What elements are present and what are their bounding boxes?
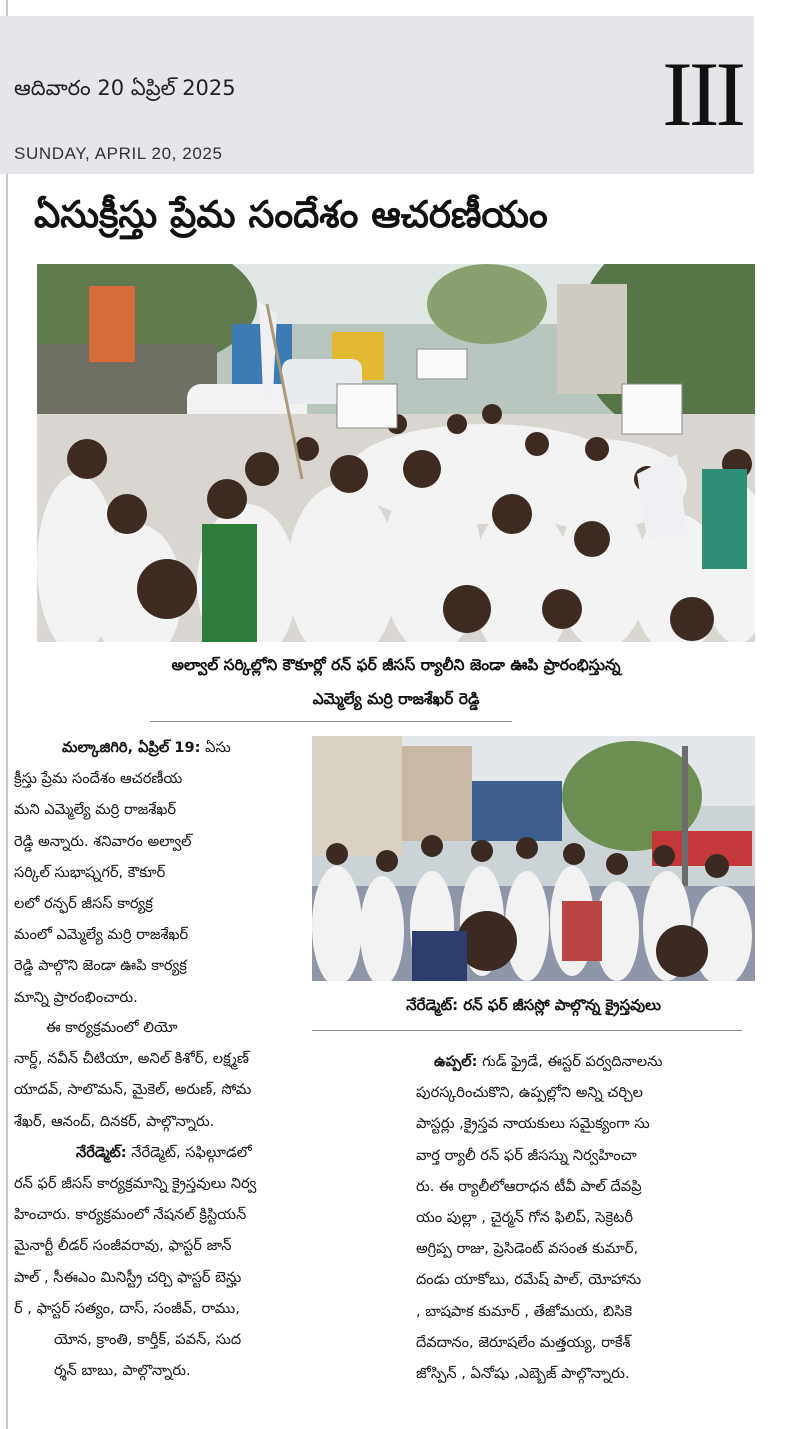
article-line: మాన్ని ప్రారంభించారు. [14,988,138,1006]
article-line: సర్కిల్ సుభాష్నగర్, కౌకూర్ [14,863,166,881]
article-column-right [416,1046,756,1389]
article-line: పాస్టర్లు ,క్రైస్తవ నాయకులు సమైక్యంగా సు [416,1115,650,1133]
article-column-left-top [14,732,308,1013]
article-line: మైనార్టీ లీడర్ సంజీవరావు, ఫాస్టర్ జాన్ [14,1237,232,1255]
article-line: రన్ ఫర్ జీసస్ కార్యక్రమాన్ని క్రైస్తవులు నిర్వ [14,1175,257,1193]
article-line: దండు యాకోబు, రమేష్ పాల్, యోహాను [416,1271,642,1289]
article-line: పాల్ , సీఈఎం మినిస్ట్రీ చర్చి ఫాస్టర్ బెన్హు [14,1268,242,1286]
article-line: దేవదానం, జెరూషలేం మత్తయ్య, రాకేశ్ [416,1333,631,1351]
article-line: శేఖర్, ఆనంద్, దినకర్, పాల్గొన్నారు. [14,1112,215,1130]
article-line: జోస్పిన్ , ఏనోషు ,ఎబ్బెజ్ పాల్గొన్నారు. [416,1365,630,1383]
article-line: నేరేడ్మెట్: నేరేడ్మెట్, సఫిల్గూడలో [76,1143,252,1161]
article-line: యాదవ్, సాలొమన్, మైకెల్, అరుణ్, సోమ [14,1081,252,1099]
page-header [0,16,754,174]
article-line: యోన, క్రాంతి, కార్తీక్, పవన్, సుద [54,1331,242,1349]
page-margin-rule [6,0,8,1429]
article-line: ర్ , ఫాస్టర్ సత్యం, దాస్, సంజీవ్, రాము, [14,1299,240,1317]
neredmet-photo-caption: నేరేడ్మెట్: రన్ ఫర్ జీసస్లో పాల్గొన్న క్రైస్తవులు [406,996,661,1014]
date-english: SUNDAY, APRIL 20, 2025 [14,144,223,163]
article-line: రెడ్డి అన్నారు. శనివారం అల్వాల్ [14,832,192,850]
article-line: పురస్కరించుకొని, ఉప్పల్లోని అన్ని చర్చిల [416,1084,644,1102]
article-line: ర్శన్ బాబు, పాల్గొన్నారు. [54,1362,191,1380]
article-line: మని ఎమ్మెల్యే మర్రి రాజశేఖర్ [14,801,177,819]
article-line: , బాషపాక కుమార్ , తేజోమయ, బిసికె [416,1302,633,1320]
article-column-left-bottom [14,1012,402,1386]
article-line: క్రీస్తు ప్రేమ సందేశం ఆచరణీయ [14,770,183,788]
rally-photo [37,264,755,642]
article-line: యం పుల్లా , చైర్మన్ గోన ఫిలిప్, సెక్రెటరీ [416,1209,634,1227]
rally-photo-caption [37,648,755,716]
article-line: అగ్రిప్ప రాజు, ప్రెసిడెంట్ వసంత కుమార్, [416,1240,639,1258]
article-line: మల్కాజిగిరి, ఏప్రిల్ 19: ఏసు [62,739,231,756]
article-line: ఉప్పల్: గుడ్ ఫ్రైడే, ఈస్టర్ పర్వదినాలను [434,1053,663,1070]
article-line: నార్డ్, నవీన్ చీటియా, అనిల్ కిశోర్, లక్ష్మణ్ [14,1050,249,1068]
page-number: III [662,43,742,145]
dateline: ఉప్పల్: [434,1053,478,1070]
dateline: మల్కాజిగిరి, ఏప్రిల్ 19: [62,739,201,756]
rally-photo-caption-line2: ఎమ్మెల్యే మర్రి రాజశేఖర్ రెడ్డి [312,690,480,708]
article-line: రెడ్డి పాల్గొని జెండా ఊపి కార్యక్ర [14,957,187,975]
neredmet-photo [312,736,755,981]
dateline: నేరేడ్మెట్: [76,1143,127,1161]
caption-rule [150,721,512,722]
article-line: ఈ కార్యక్రమంలో లియో [46,1019,178,1036]
article-line: హించారు. కార్యక్రమంలో నేషనల్ క్రిస్టియన్ [14,1206,247,1224]
article-line: లలో రన్ఫర్ జీసస్ కార్యక్ర [14,895,153,913]
article-line: వార్త ర్యాలీ రన్ ఫర్ జీసస్ను నిర్వహించా [416,1146,637,1164]
headline: ఏసుక్రీస్తు ప్రేమ సందేశం ఆచరణీయం [34,193,548,236]
date-telugu: ఆదివారం 20 ఏప్రిల్ 2025 [14,76,236,100]
article-line: రు. ఈ ర్యాలీలోఆరాధన టీవీ పాల్ దేవప్రి [416,1177,642,1195]
article-line: మంలో ఎమ్మెల్యే మర్రి రాజశేఖర్ [14,926,189,944]
rally-photo-caption-line1: అల్వాల్ సర్కిల్లోని కౌకూర్లో రన్ ఫర్ జీసస్ ర్యాలీని జెండా ఊపి ప్రారంభిస్తున్న [171,656,621,674]
